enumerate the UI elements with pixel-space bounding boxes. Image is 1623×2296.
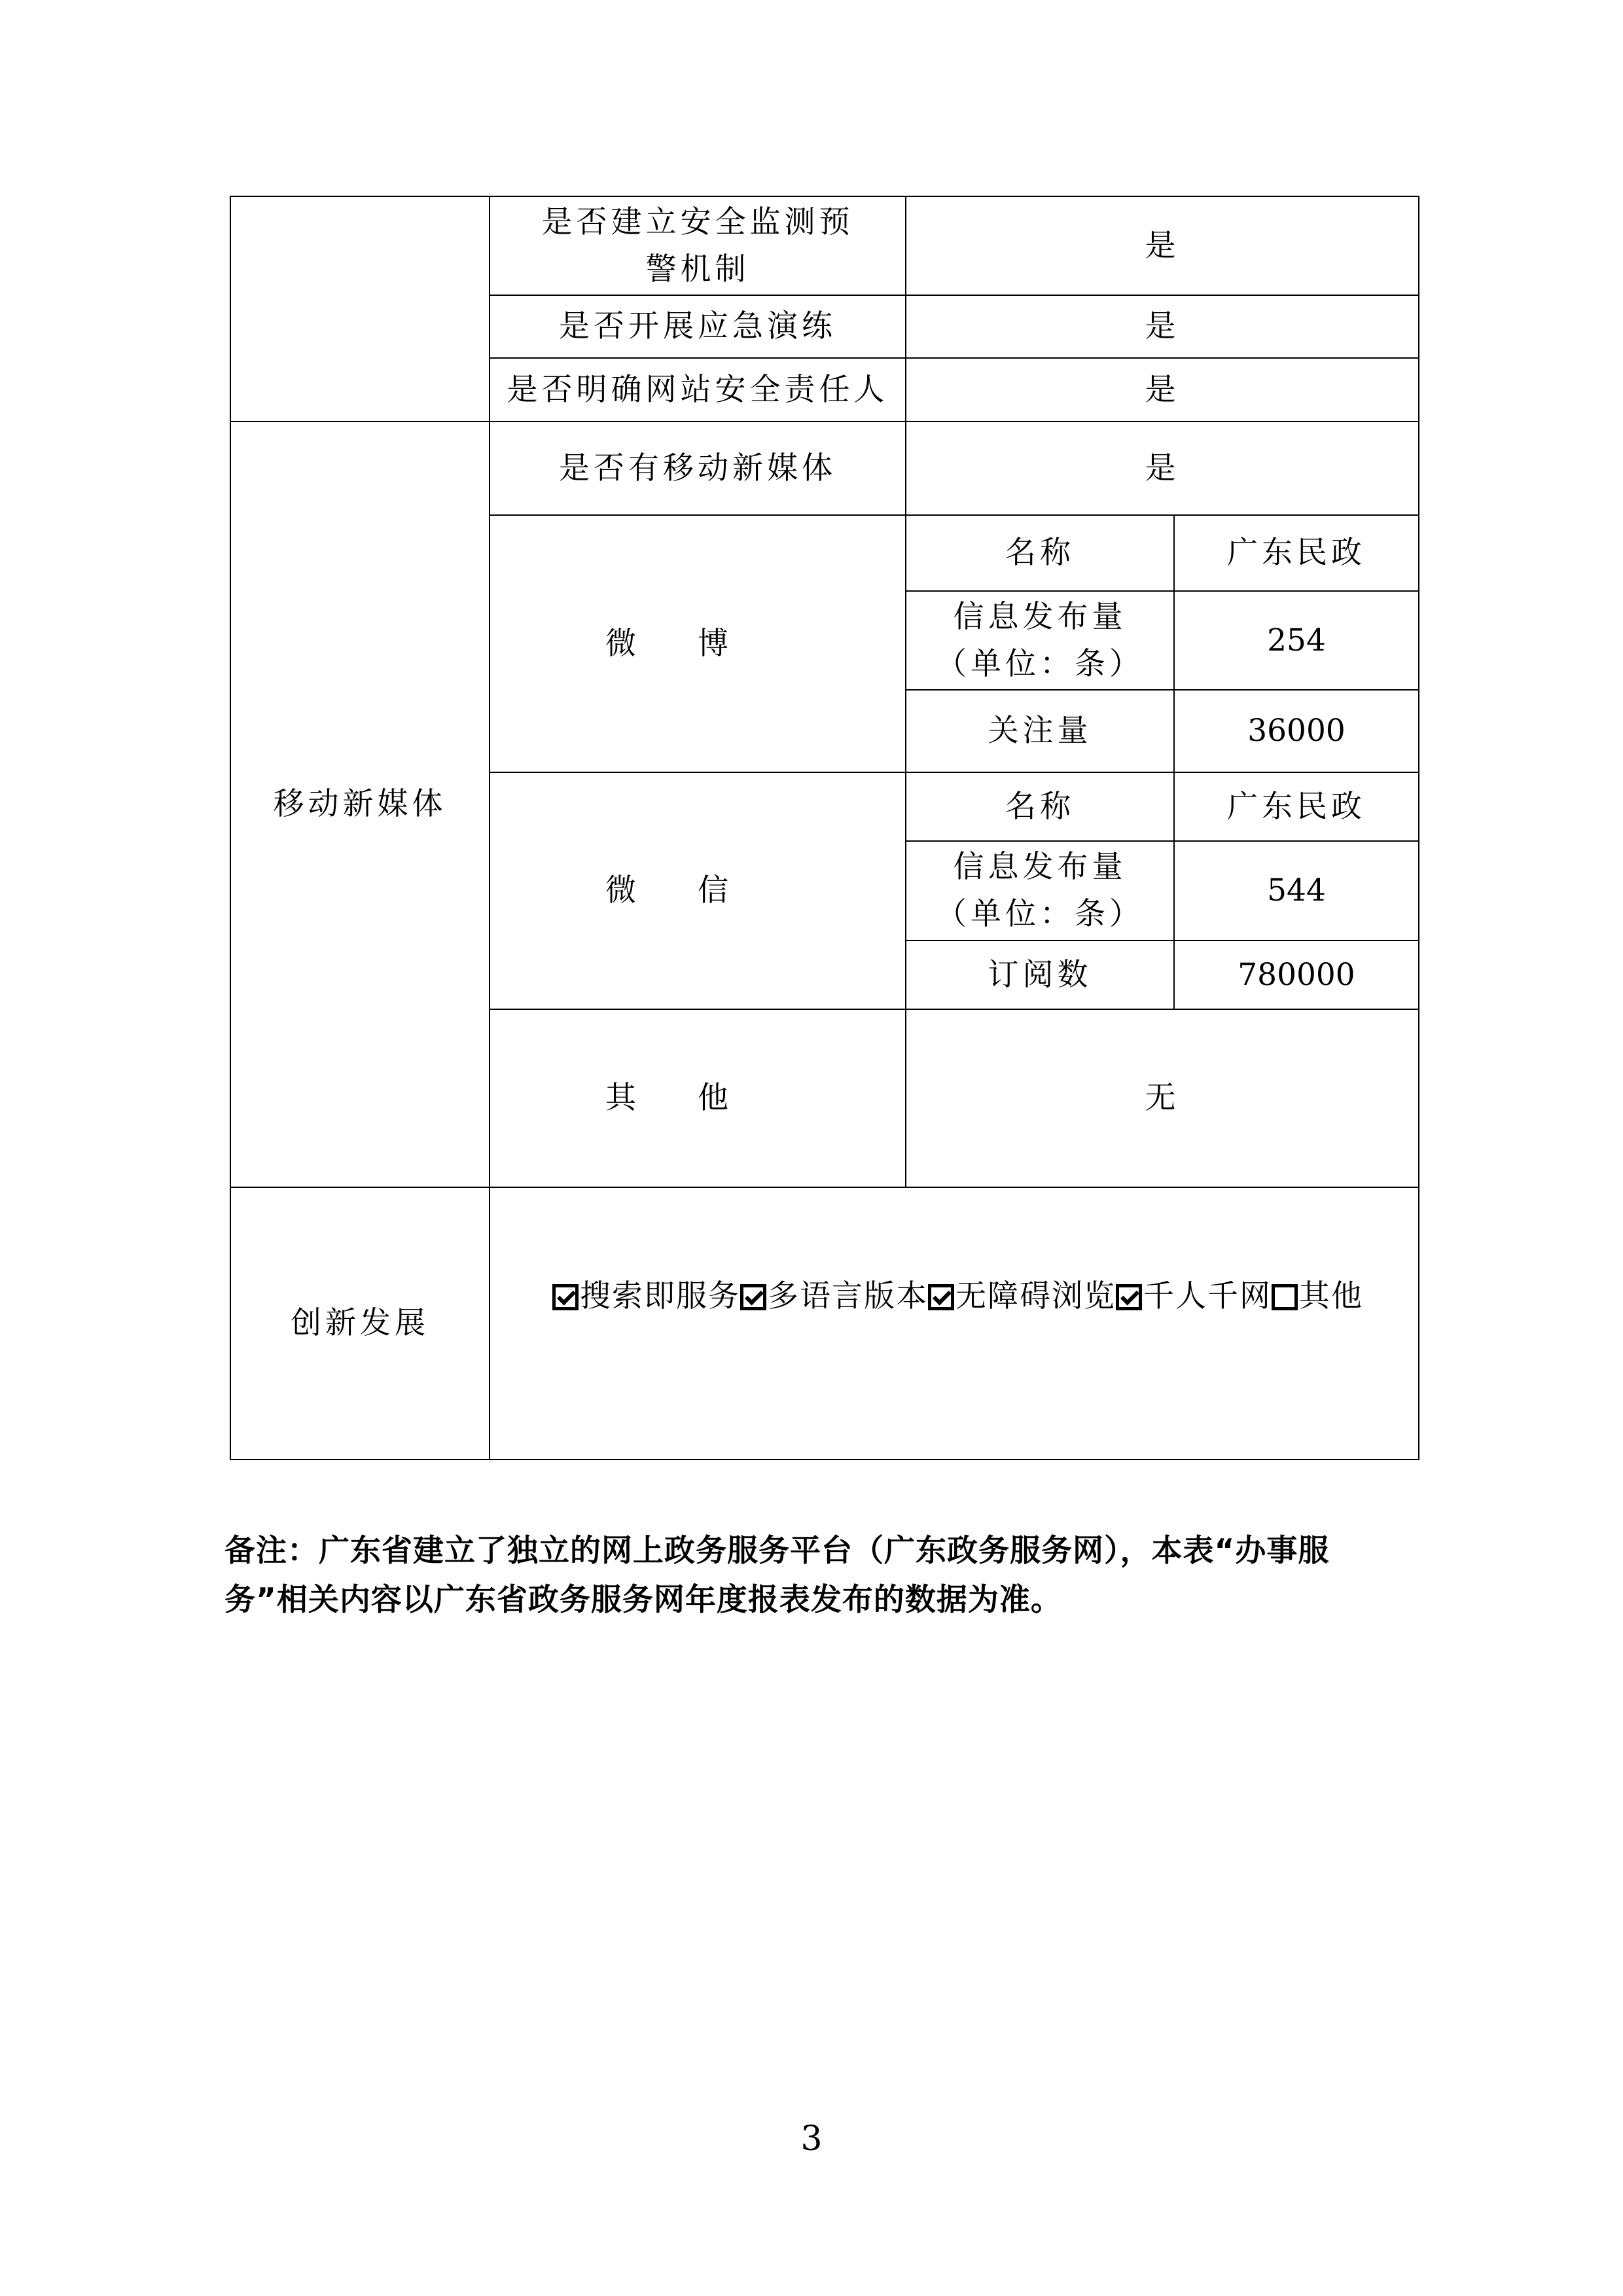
weibo-posts-label-line1: 信息发布量 [953,598,1127,635]
drill-value: 是 [906,295,1419,358]
weibo-posts-label-line2: （单位：条） [936,645,1144,682]
innovation-option-label: 搜索即服务 [580,1278,740,1314]
has-media-label: 是否有移动新媒体 [490,422,906,515]
drill-label: 是否开展应急演练 [490,295,906,358]
monitoring-value: 是 [906,196,1419,295]
remark-note: 备注：广东省建立了独立的网上政务服务平台（广东政务服务网），本表“办事服务”相关内容以广东省政务服务网年度报表发布的数据为准。 [224,1533,1330,1618]
wechat-label: 微信 [490,772,906,1009]
innovation-option [740,1278,928,1314]
innovation-option-label: 千人千网 [1143,1278,1272,1314]
wechat-posts-label-line2: （单位：条） [936,896,1144,932]
innovation-option [1116,1278,1272,1314]
other-media-value: 无 [906,1009,1419,1187]
checked-box-icon [740,1284,766,1310]
wechat-posts-value: 544 [1174,841,1419,941]
weibo-label: 微博 [490,515,906,772]
wechat-subscribers-label: 订阅数 [906,941,1174,1009]
security-section-cell [230,196,490,422]
mobile-media-section-label: 移动新媒体 [230,422,490,1187]
wechat-name-label: 名称 [906,772,1174,841]
weibo-name-label: 名称 [906,515,1174,591]
checked-box-icon [552,1284,579,1310]
wechat-posts-label [906,841,1174,941]
wechat-posts-label-line1: 信息发布量 [953,849,1127,885]
page-number: 3 [800,2119,823,2159]
innovation-option-label: 多语言版本 [768,1278,928,1314]
report-table [230,196,1419,1460]
checked-box-icon [928,1284,954,1310]
weibo-posts-label [906,591,1174,690]
wechat-subscribers-value: 780000 [1174,941,1419,1009]
wechat-name-value: 广东民政 [1174,772,1419,841]
weibo-followers-value: 36000 [1174,690,1419,772]
innovation-option [928,1278,1116,1314]
innovation-option-label: 其他 [1299,1278,1363,1314]
innovation-section-label: 创新发展 [230,1187,490,1460]
innovation-option [1272,1278,1363,1314]
innovation-options [490,1187,1419,1460]
weibo-followers-label: 关注量 [906,690,1174,772]
checked-box-icon [1116,1284,1142,1310]
has-media-value: 是 [906,422,1419,515]
innovation-option-label: 无障碍浏览 [955,1278,1116,1314]
weibo-posts-value: 254 [1174,591,1419,690]
empty-box-icon [1272,1284,1298,1310]
responsible-value: 是 [906,358,1419,422]
monitoring-label: 是否建立安全监测预警机制 [490,196,906,295]
other-media-label: 其他 [490,1009,906,1187]
weibo-name-value: 广东民政 [1174,515,1419,591]
responsible-label: 是否明确网站安全责任人 [490,358,906,422]
innovation-option [552,1278,740,1314]
